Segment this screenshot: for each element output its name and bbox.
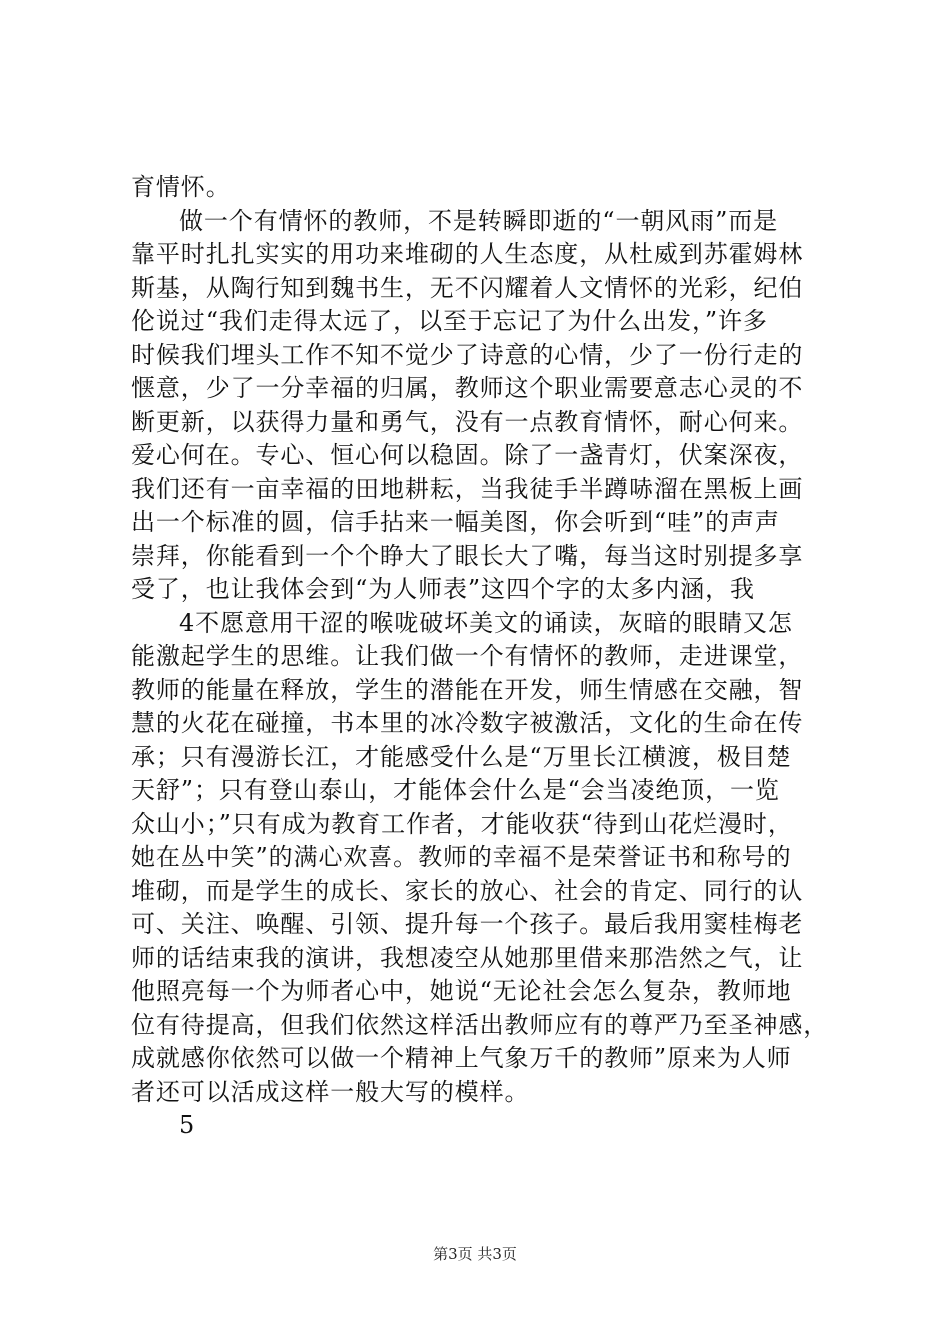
text-line: 师的话结束我的演讲，我想凌空从她那里借来那浩然之气，让 [131, 943, 804, 972]
document-body [131, 171, 831, 1143]
text-line: 堆砌，而是学生的成长、家长的放心、社会的肯定、同行的认 [131, 876, 804, 905]
text-line: 她在丛中笑”的满心欢喜。教师的幸福不是荣誉证书和称号的 [131, 843, 792, 871]
text-line: 时候我们埋头工作不知不觉少了诗意的心情，少了一份行走的 [131, 340, 804, 369]
text-line: 众山小；”只有成为教育工作者，才能收获“待到山花烂漫时， [131, 809, 793, 838]
text-line: 成就感你依然可以做一个精神上气象万千的教师”原来为人师 [131, 1044, 792, 1072]
text-line: 做一个有情怀的教师，不是转瞬即逝的“一朝风雨”而是 [179, 206, 779, 235]
text-line: 伦说过“我们走得太远了，以至于忘记了为什么出发，”许多 [131, 307, 768, 335]
text-line: 能激起学生的思维。让我们做一个有情怀的教师，走进课堂， [131, 642, 804, 670]
text-line: 崇拜，你能看到一个个睁大了眼长大了嘴，每当这时别提多享 [131, 541, 804, 570]
text-line: 教师的能量在释放，学生的潜能在开发，师生情感在交融，智 [131, 675, 804, 704]
text-line: 可、关注、唤醒、引领、提升每一个孩子。最后我用窦桂梅老 [131, 910, 804, 938]
text-line: 他照亮每一个为师者心中，她说“无论社会怎么复杂，教师地 [131, 977, 792, 1005]
page-footer: 第3页 共3页 [433, 1245, 517, 1263]
text-line: 位有待提高，但我们依然这样活出教师应有的尊严乃至圣神感， [131, 1010, 829, 1039]
text-line: 惬意，少了一分幸福的归属，教师这个职业需要意志心灵的不 [131, 374, 804, 402]
text-line: 斯基，从陶行知到魏书生，无不闪耀着人文情怀的光彩，纪伯 [131, 273, 804, 302]
text-line: 5 [179, 1111, 196, 1139]
text-line: 出一个标准的圆，信手拈来一幅美图，你会听到“哇”的声声 [131, 508, 780, 536]
text-line: 4不愿意用干涩的喉咙破坏美文的诵读，灰暗的眼睛又怎 [179, 608, 793, 637]
text-line: 断更新，以获得力量和勇气，没有一点教育情怀，耐心何来。 [131, 407, 804, 436]
text-line: 受了，也让我体会到“为人师表”这四个字的太多内涵，我 [131, 575, 755, 603]
text-line: 慧的火花在碰撞，书本里的冰冷数字被激活，文化的生命在传 [131, 709, 804, 737]
text-line: 靠平时扎扎实实的用功来堆砌的人生态度，从杜威到苏霍姆林 [131, 240, 804, 268]
text-line: 者还可以活成这样一般大写的模样。 [131, 1077, 530, 1106]
text-line: 育情怀。 [131, 173, 231, 201]
text-line: 我们还有一亩幸福的田地耕耘，当我徒手半蹲哧溜在黑板上画 [131, 474, 804, 503]
text-line: 爱心何在。专心、恒心何以稳固。除了一盏青灯，伏案深夜， [131, 441, 804, 469]
text-line: 天舒”；只有登山泰山，才能体会什么是“会当凌绝顶，一览 [131, 776, 780, 804]
text-line: 承；只有漫游长江，才能感受什么是“万里长江横渡，极目楚 [131, 742, 792, 771]
